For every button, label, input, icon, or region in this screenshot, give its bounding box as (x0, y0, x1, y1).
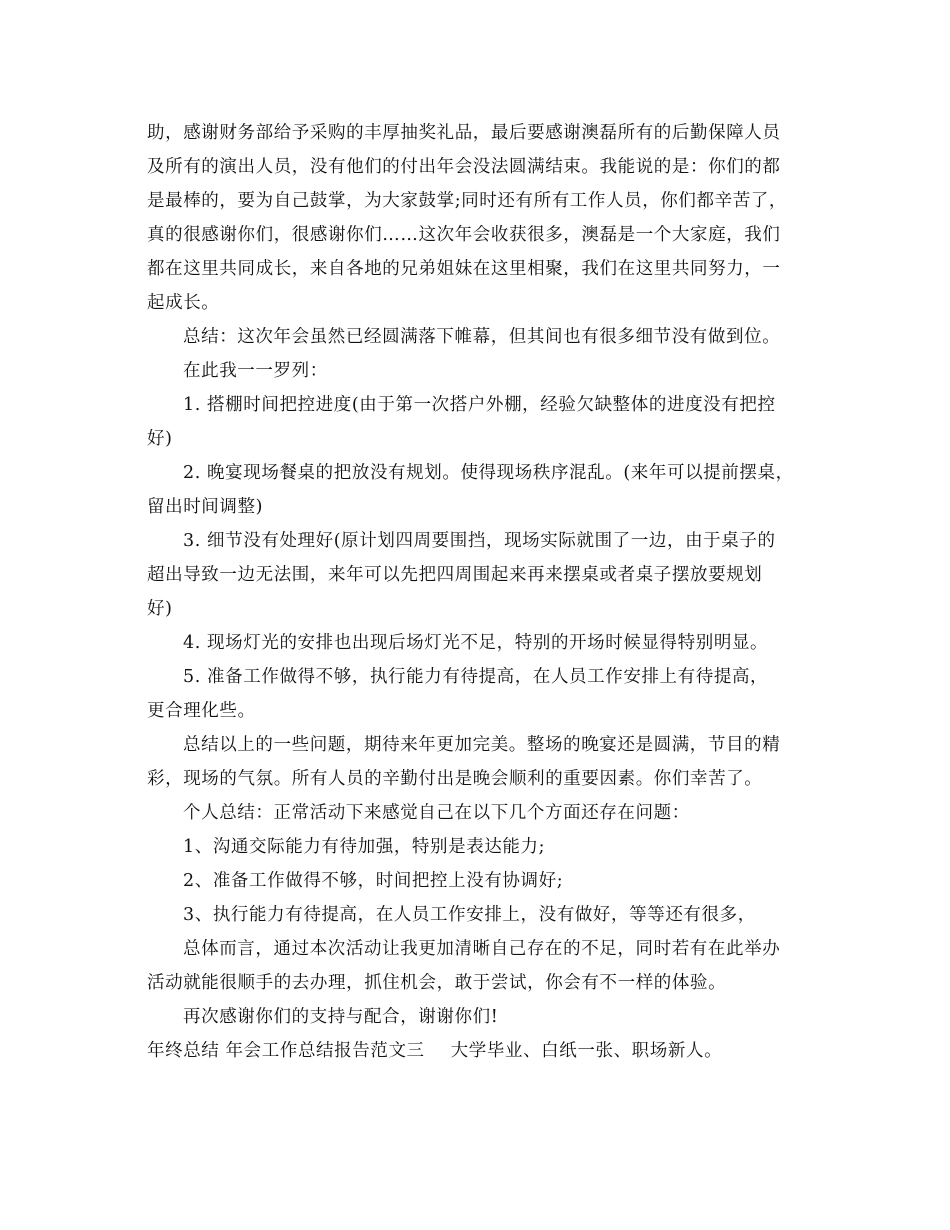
paragraph-line: 是最棒的，要为自己鼓掌，为大家鼓掌;同时还有所有工作人员，你们都辛苦了， (147, 191, 787, 211)
paragraph-line: 真的很感谢你们，很感谢你们……这次年会收获很多，澳磊是一个大家庭，我们 (147, 225, 781, 245)
paragraph-line: 总体而言，通过本次活动让我更加清晰自己存在的不足，同时若有在此举办 (183, 939, 781, 959)
paragraph-line: 总结以上的一些问题，期待来年更加完美。整场的晚宴还是圆满，节目的精 (183, 735, 781, 755)
summary-line: 在此我一一罗列： (183, 361, 328, 381)
list-item-1-cont: 好) (147, 429, 173, 449)
footer-line (147, 1039, 722, 1063)
personal-item-1: 1、沟通交际能力有待加强，特别是表达能力; (183, 837, 546, 857)
paragraph-line: 都在这里共同成长，来自各地的兄弟姐妹在这里相聚，我们在这里共同努力，一 (147, 259, 781, 279)
paragraph-line: 彩，现场的气氛。所有人员的辛勤付出是晚会顺利的重要因素。你们幸苦了。 (147, 769, 763, 789)
list-item-3: 3. 细节没有处理好(原计划四周要围挡，现场实际就围了一边，由于桌子的 (183, 531, 776, 551)
list-item-1: 1. 搭棚时间把控进度(由于第一次搭户外棚，经验欠缺整体的进度没有把控 (183, 395, 776, 415)
footer-subtitle: 大学毕业、白纸一张、职场新人。 (450, 1041, 723, 1061)
footer-title: 年终总结 年会工作总结报告范文三 (147, 1041, 425, 1061)
closing-line: 再次感谢你们的支持与配合，谢谢你们! (183, 1007, 499, 1027)
list-item-4: 4. 现场灯光的安排也出现后场灯光不足，特别的开场时候显得特别明显。 (183, 633, 769, 653)
list-item-5: 5. 准备工作做得不够，执行能力有待提高，在人员工作安排上有待提高， (183, 667, 769, 687)
paragraph-line: 起成长。 (147, 293, 220, 313)
personal-item-2: 2、准备工作做得不够，时间把控上没有协调好; (183, 871, 564, 891)
personal-item-3: 3、执行能力有待提高，在人员工作安排上，没有做好，等等还有很多， (183, 905, 756, 925)
paragraph-line: 助，感谢财务部给予采购的丰厚抽奖礼品，最后要感谢澳磊所有的后勤保障人员 (147, 123, 781, 143)
list-item-3-cont: 超出导致一边无法围，来年可以先把四周围起来再来摆桌或者桌子摆放要规划 (147, 565, 763, 585)
paragraph-line: 及所有的演出人员，没有他们的付出年会没法圆满结束。我能说的是：你们的都 (147, 157, 781, 177)
list-item-2: 2. 晚宴现场餐桌的把放没有规划。使得现场秩序混乱。(来年可以提前摆桌， (183, 463, 794, 483)
list-item-3-cont: 好) (147, 599, 173, 619)
list-item-5-cont: 更合理化些。 (147, 701, 256, 721)
personal-summary-heading: 个人总结：正常活动下来感觉自己在以下几个方面还存在问题： (183, 803, 690, 823)
list-item-2-cont: 留出时间调整) (147, 497, 264, 517)
paragraph-line: 活动就能很顺手的去办理，抓住机会，敢于尝试，你会有不一样的体验。 (147, 973, 727, 993)
summary-line: 总结：这次年会虽然已经圆满落下帷幕，但其间也有很多细节没有做到位。 (183, 327, 781, 347)
